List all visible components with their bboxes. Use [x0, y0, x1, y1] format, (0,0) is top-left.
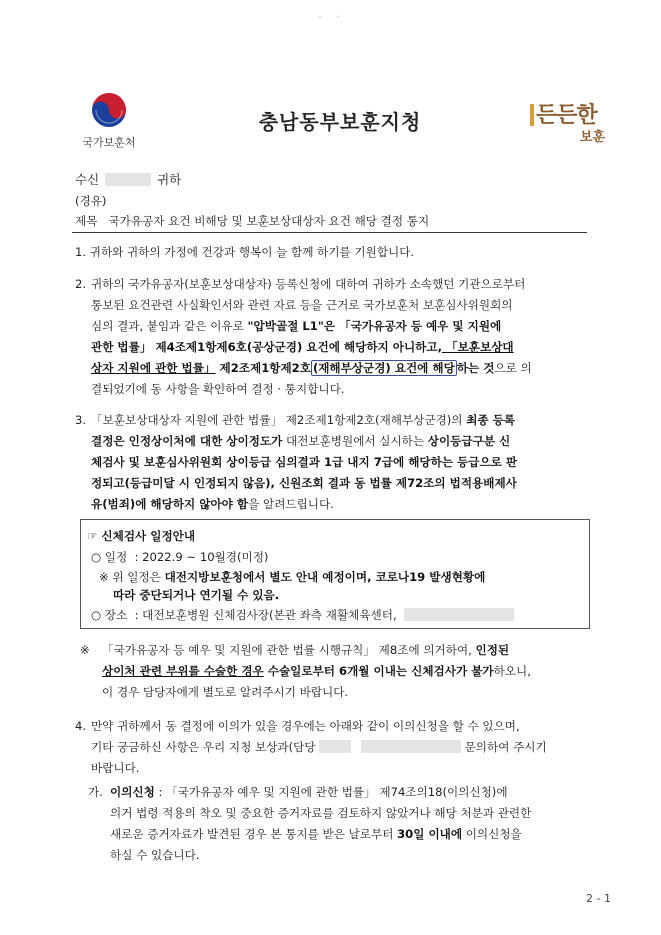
redacted-contact-2	[361, 740, 461, 753]
para-2-line-5a: 상자 지원에 관한 법률」	[91, 361, 216, 375]
asterisk-line-2	[102, 663, 531, 679]
redacted-address	[404, 608, 514, 621]
para-4a-line-3a: 새로운 증거자료가 발견된 경우 본 통지를 받은 날로부터	[110, 827, 398, 841]
para-4-num: 4.	[75, 719, 87, 733]
asterisk-mark: ※	[80, 643, 90, 657]
para-3-line-5	[91, 496, 334, 512]
para-2-line-4b: 「보훈보상대	[441, 340, 514, 354]
recipient-honorific: 귀하	[157, 172, 182, 187]
exam-schedule-box	[80, 519, 590, 629]
para-3-line-1a: 「보훈보상대상자 지원에 관한 법률」 제2조제1항제2호(재해부상군경)의	[91, 413, 467, 427]
asterisk-line-2c: 하오니,	[493, 664, 531, 678]
subject-label: 제목	[75, 214, 98, 228]
mpva-logo	[74, 86, 144, 156]
asterisk-line-1a: 「국가유공자 등 예우 및 지원에 관한 법률 시행규칙」 제8조에 의거하여,	[102, 643, 476, 657]
para-2-boxed-phrase: (재해부상군경) 요건에 해당	[312, 361, 455, 375]
para-2-line-5b: 제2조제1항제2호	[215, 361, 311, 375]
para-4-line-3: 바랍니다.	[91, 761, 140, 775]
recipient-label: 수신	[75, 172, 100, 187]
brand-accent-bar	[530, 104, 534, 126]
asterisk-line-1b: 인정된	[475, 643, 510, 657]
left-logo-text: 국가보훈처	[82, 136, 136, 149]
notice-note-a: ※ 위 일정은	[99, 570, 165, 584]
para-3-line-1b: 최종 등록	[466, 413, 516, 427]
notice-place-value: : 대전보훈병원 신체검사장(본관 좌측 재활체육센터,	[134, 608, 397, 622]
para-1	[75, 244, 414, 260]
para-3-line-4	[91, 475, 517, 491]
para-4a-line-1b: : 「국가유공자 예우 및 지원에 관한 법률」 제74조의18(이의신청)에	[154, 785, 508, 799]
notice-note-line-2: 따라 중단되거나 연기될 수 있음.	[113, 588, 280, 602]
para-4a-num: 가.	[88, 785, 103, 799]
top-marks: - ·	[318, 12, 346, 23]
para-4-line-1: 만약 귀하께서 동 결정에 이의가 있을 경우에는 아래와 같이 이의신청을 할 수 있으며,	[91, 719, 520, 733]
notice-note-line-1	[99, 569, 485, 585]
asterisk-line-1	[102, 642, 509, 658]
para-4-line-2b: 문의하여 주시기	[464, 740, 547, 754]
para-3-line-2b: 대전보훈병원에서 실시하는	[282, 434, 428, 448]
para-4-line-2a: 기타 궁금하신 사항은 우리 지청 보상과(담당	[91, 740, 316, 754]
brand-logo	[530, 96, 630, 146]
para-2-line-3b: "압박골절 L1"은 「국가유공자 등 예우 및 지원에	[247, 319, 502, 333]
recipient-line	[75, 172, 181, 188]
brand-logo-sub: 보훈	[580, 130, 606, 145]
para-2-line-6: 결되었기에 동 사항을 확인하여 결정 · 통지합니다.	[91, 382, 345, 396]
para-2-line-3a: 심의 결과, 붙임과 같은 이유로	[91, 319, 248, 333]
brand-logo-main: 든든한	[536, 103, 597, 128]
para-4a-line-4: 하실 수 있습니다.	[110, 848, 200, 862]
para-3-line-4a: 정되고(등급미달 시 인정되지 않음),	[91, 476, 275, 490]
para-3-line-1	[91, 412, 515, 428]
para-3-line-4b: 신원조회 결과 동 법률 제72조의 법적용배제사	[274, 476, 517, 490]
notice-note-b: 대전지방보훈청에서 별도 안내 예정이며, 코로나19 발생현황에	[164, 570, 486, 584]
para-3-line-3: 체검사 및 보훈심사위원회 상이등급 심의결과 1급 내지 7급에 해당하는 등급으로 판	[91, 455, 518, 469]
para-3-line-2	[91, 433, 510, 449]
asterisk-line-3: 이 경우 담당자에게 별도로 알려주시기 바랍니다.	[102, 685, 349, 699]
org-title: 충남동부보훈지청	[258, 110, 422, 134]
para-2-line-3	[91, 318, 501, 334]
notice-title: ☞ 신체검사 일정안내	[87, 529, 196, 543]
page-number: 2 - 1	[586, 892, 611, 905]
redacted-contact-1	[319, 740, 351, 753]
para-1-num: 1.	[75, 245, 87, 259]
para-4a-line-1	[110, 784, 508, 800]
para-2-line-5e: 으로 의	[494, 361, 532, 375]
para-3-line-5b: 을 알려드립니다.	[248, 497, 334, 511]
para-4a-line-1a: 이의신청	[110, 785, 155, 799]
notice-place-label: ○ 장소	[91, 608, 128, 622]
subject-text: 국가유공자 요건 비해당 및 보훈보상대상자 요건 해당 결정 통지	[108, 214, 430, 228]
asterisk-line-2b: 수술일로부터 6개월 이내는 신체검사가 불가	[263, 664, 494, 678]
redacted-name	[105, 173, 151, 186]
para-2-line-4	[91, 339, 514, 355]
asterisk-line-2a: 상이처 관련 부위를 수술한 경우	[102, 664, 264, 678]
para-4a-line-2: 의거 법령 적용의 착오 및 중요한 증거자료를 검토하지 않았거나 해당 처분과 관련한	[110, 806, 532, 820]
para-4a-line-3c: 이의신청을	[462, 827, 522, 841]
para-4a-line-3b: 30일 이내에	[397, 827, 463, 841]
para-2-line-4a: 관한 법률」 제4조제1항제6호(공상군경) 요건에 해당하지 아니하고,	[91, 340, 442, 354]
para-3-line-2a: 결정은 인정상이처에 대한 상이정도가	[91, 434, 283, 448]
para-4-line-2	[91, 739, 547, 755]
notice-place	[91, 607, 514, 623]
para-3-line-2c: 상이등급구분 신	[427, 434, 511, 448]
para-4a-line-3	[110, 826, 522, 842]
para-2-num: 2.	[75, 277, 87, 291]
notice-date	[91, 549, 268, 565]
para-1-text: 귀하와 귀하의 가정에 건강과 행복이 늘 함께 하기를 기원합니다.	[89, 245, 415, 259]
subject-divider	[72, 232, 587, 233]
para-2-line-5d: 하는 것	[456, 361, 495, 375]
para-3-num: 3.	[75, 413, 87, 427]
para-2-line-1: 귀하의 국가유공자(보훈보상대상자) 등록신청에 대하여 귀하가 소속했던 기관으로부터	[91, 277, 526, 291]
para-3-line-5a: 유(범죄)에 해당하지 않아야 함	[91, 497, 249, 511]
para-2-line-5	[91, 360, 532, 376]
notice-date-label: ○ 일정	[91, 550, 128, 564]
via-line: (경유)	[75, 194, 107, 208]
para-2-line-2: 통보된 요건관련 사실확인서와 관련 자료 등을 근거로 국가보훈처 보훈심사위원회의	[91, 298, 513, 312]
notice-date-value: : 2022.9 ~ 10월경(미정)	[134, 550, 269, 564]
subject-line	[75, 213, 429, 229]
